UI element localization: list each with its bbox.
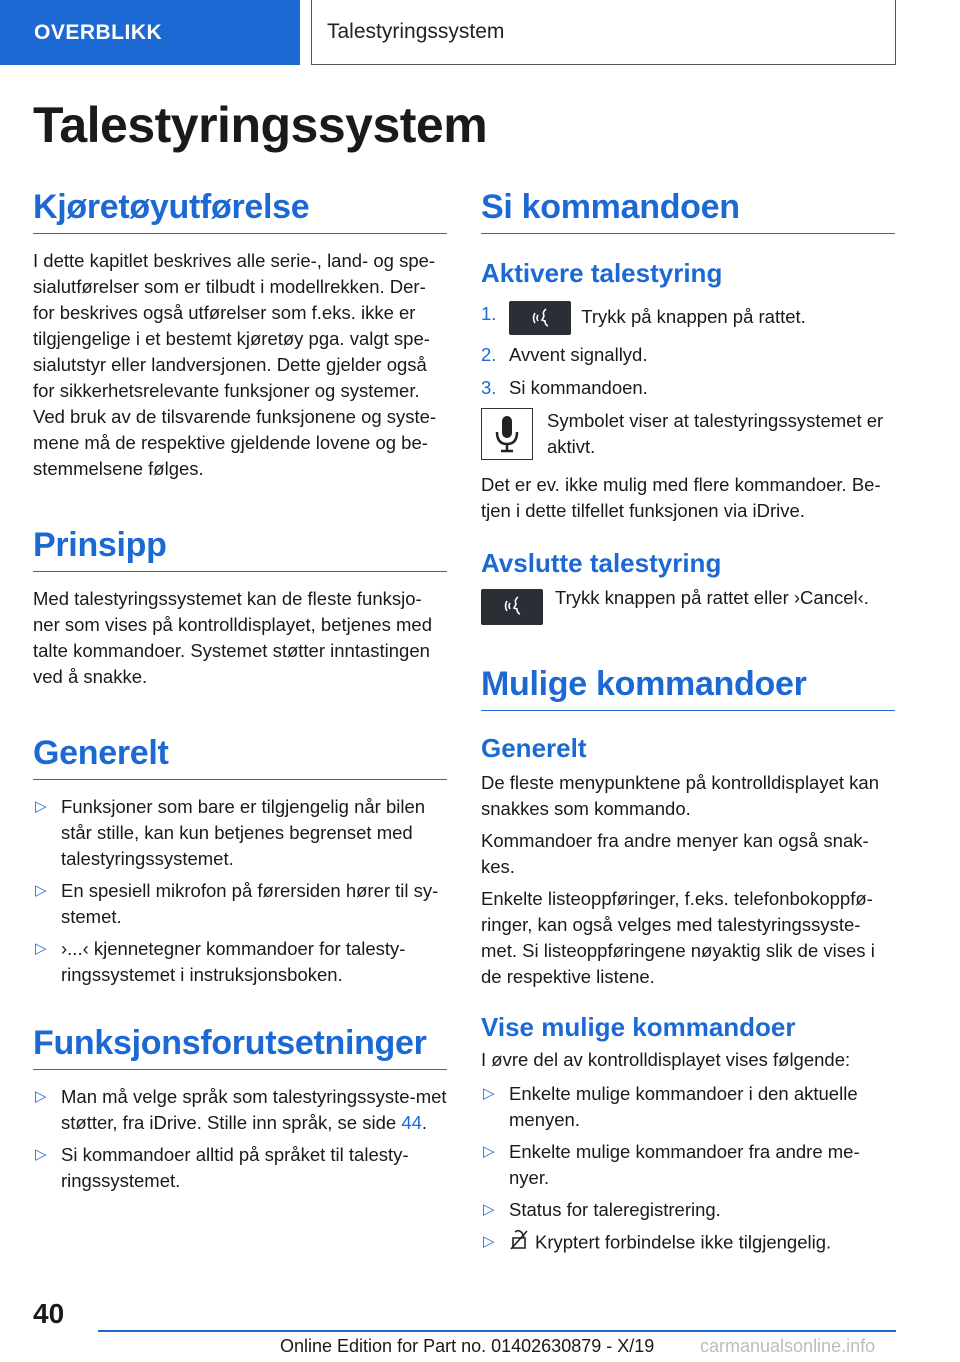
voice-button-icon	[509, 301, 571, 335]
triangle-bullet-icon: ▷	[483, 1201, 495, 1218]
heading-mulige-kommandoer: Mulige kommandoer	[481, 665, 895, 711]
voice-button-icon	[481, 589, 543, 625]
triangle-bullet-icon: ▷	[35, 1088, 47, 1105]
section-title: Talestyringssystem	[327, 20, 505, 43]
triangle-bullet-icon: ▷	[483, 1233, 495, 1250]
footer-divider	[98, 1330, 896, 1332]
list-item-text: Enkelte mulige kommandoer i den aktuelle menyen.	[509, 1083, 858, 1130]
list-item	[33, 1084, 447, 1136]
list-item-text: Man må velge språk som talestyringssyste-met støtter, fra iDrive. Stille inn språk, se side	[61, 1086, 447, 1133]
paragraph-generelt-3: Enkelte listeoppføringer, f.eks. telefonbokoppfø-ringer, kan også velges med talestyringssyste-met. Si listeoppføringene nøyaktig slik de vises i de respektive listene.	[481, 888, 875, 987]
list-item	[33, 936, 447, 988]
step-text: Si kommandoen.	[509, 377, 648, 398]
paragraph-generelt-2: Kommandoer fra andre menyer kan også snak-kes.	[481, 830, 869, 877]
heading-prinsipp: Prinsipp	[33, 526, 447, 572]
list-item-text: Status for taleregistrering.	[509, 1199, 721, 1220]
end-row	[481, 589, 895, 625]
left-column	[33, 188, 447, 1200]
subheading-vise: Vise mulige kommandoer	[481, 1012, 796, 1042]
microphone-icon	[481, 408, 533, 460]
step-text: Avvent signallyd.	[509, 344, 648, 365]
list-item	[481, 1139, 895, 1191]
list-item-text: Funksjoner som bare er tilgjengelig når bilen står stille, kan kun betjenes begrenset med talestyringssystemet.	[61, 796, 426, 869]
paragraph-vise-intro: I øvre del av kontrolldisplayet vises følgende:	[481, 1049, 851, 1070]
list-item	[33, 1142, 447, 1194]
step-number: 3.	[481, 377, 497, 398]
triangle-bullet-icon: ▷	[483, 1143, 495, 1160]
page-title: Talestyringssystem	[33, 97, 488, 153]
chapter-tab[interactable]: OVERBLIKK	[0, 0, 300, 65]
step-item	[481, 375, 895, 401]
heading-funksjonsforutsetninger: Funksjonsforutsetninger	[33, 1024, 447, 1070]
list-item-text: Enkelte mulige kommandoer fra andre me-nyer.	[509, 1141, 860, 1188]
paragraph-prinsipp: Med talestyringssystemet kan de fleste funksjo-ner som vises på kontrolldisplayet, betjenes med talte kommandoer. Systemet støtter inntastingen ved å snakke.	[33, 588, 432, 687]
symbol-text: Symbolet viser at talestyringssystemet er aktivt.	[547, 410, 884, 457]
right-column	[481, 188, 895, 1264]
page-link[interactable]: 44	[401, 1112, 422, 1133]
step-number: 2.	[481, 344, 497, 365]
triangle-bullet-icon: ▷	[35, 798, 47, 815]
triangle-bullet-icon: ▷	[35, 1146, 47, 1163]
footer-watermark: carmanualsonline.info	[700, 1336, 876, 1356]
list-item	[481, 1229, 895, 1258]
page-number: 40	[33, 1298, 65, 1329]
list-item-text: Si kommandoer alltid på språket til talesty-ringssystemet.	[61, 1144, 409, 1191]
subheading-aktivere: Aktivere talestyring	[481, 258, 723, 288]
step-item	[481, 301, 895, 335]
paragraph-generelt-1: De fleste menypunktene på kontrolldisplayet kan snakkes som kommando.	[481, 772, 879, 819]
list-item	[33, 794, 447, 872]
triangle-bullet-icon: ▷	[35, 882, 47, 899]
step-item	[481, 342, 895, 368]
steps-list	[481, 301, 895, 401]
list-generelt	[33, 794, 447, 988]
subheading-avslutte: Avslutte talestyring	[481, 548, 722, 578]
list-item	[481, 1081, 895, 1133]
subheading-generelt: Generelt	[481, 733, 587, 763]
end-text: Trykk knappen på rattet eller ›Cancel‹.	[555, 587, 869, 608]
paragraph-kjoretoyutforelse: I dette kapitlet beskrives alle serie-, land- og spe-sialutførelser som er tilbudt i modellrekken. Der-for beskrives også utførelser som f.eks. ikke er tilgjengelige i et bestemt kjøretøy pga. valgt spe-sialutstyr eller landversjonen. Dette gjelder også for sikkerhetsrelevante funksjoner og systemer. Ved bruk av de tilsvarende funksjonene og syste-mene må de respektive gjeldende lovene og be-stemmelsene følges.	[33, 250, 437, 479]
symbol-row	[481, 408, 895, 460]
triangle-bullet-icon: ▷	[35, 940, 47, 957]
triangle-bullet-icon: ▷	[483, 1085, 495, 1102]
list-item-text: Kryptert forbindelse ikke tilgjengelig.	[535, 1231, 832, 1253]
list-item	[481, 1197, 895, 1223]
encryption-off-icon	[509, 1229, 529, 1258]
list-vise	[481, 1081, 895, 1258]
list-funksjonsforutsetninger	[33, 1084, 447, 1194]
step-number: 1.	[481, 303, 497, 324]
list-item-text: En spesiell mikrofon på førersiden hører til sy-stemet.	[61, 880, 439, 927]
section-header	[311, 0, 896, 65]
heading-si-kommandoen: Si kommandoen	[481, 188, 895, 234]
note-text: Det er ev. ikke mulig med flere kommandoer. Be-tjen i dette tilfellet funksjonen via iDrive.	[481, 474, 881, 521]
list-item-text: ›...‹ kjennetegner kommandoer for talesty-ringssystemet i instruksjonsboken.	[61, 938, 406, 985]
step-text: Trykk på knappen på rattet.	[581, 305, 806, 327]
heading-kjoretoyutforelse: Kjøretøyutførelse	[33, 188, 447, 234]
heading-generelt: Generelt	[33, 734, 447, 780]
footer-edition: Online Edition for Part no. 01402630879 - X/19	[280, 1336, 655, 1356]
list-item	[33, 878, 447, 930]
list-item-punct: .	[421, 1112, 428, 1133]
